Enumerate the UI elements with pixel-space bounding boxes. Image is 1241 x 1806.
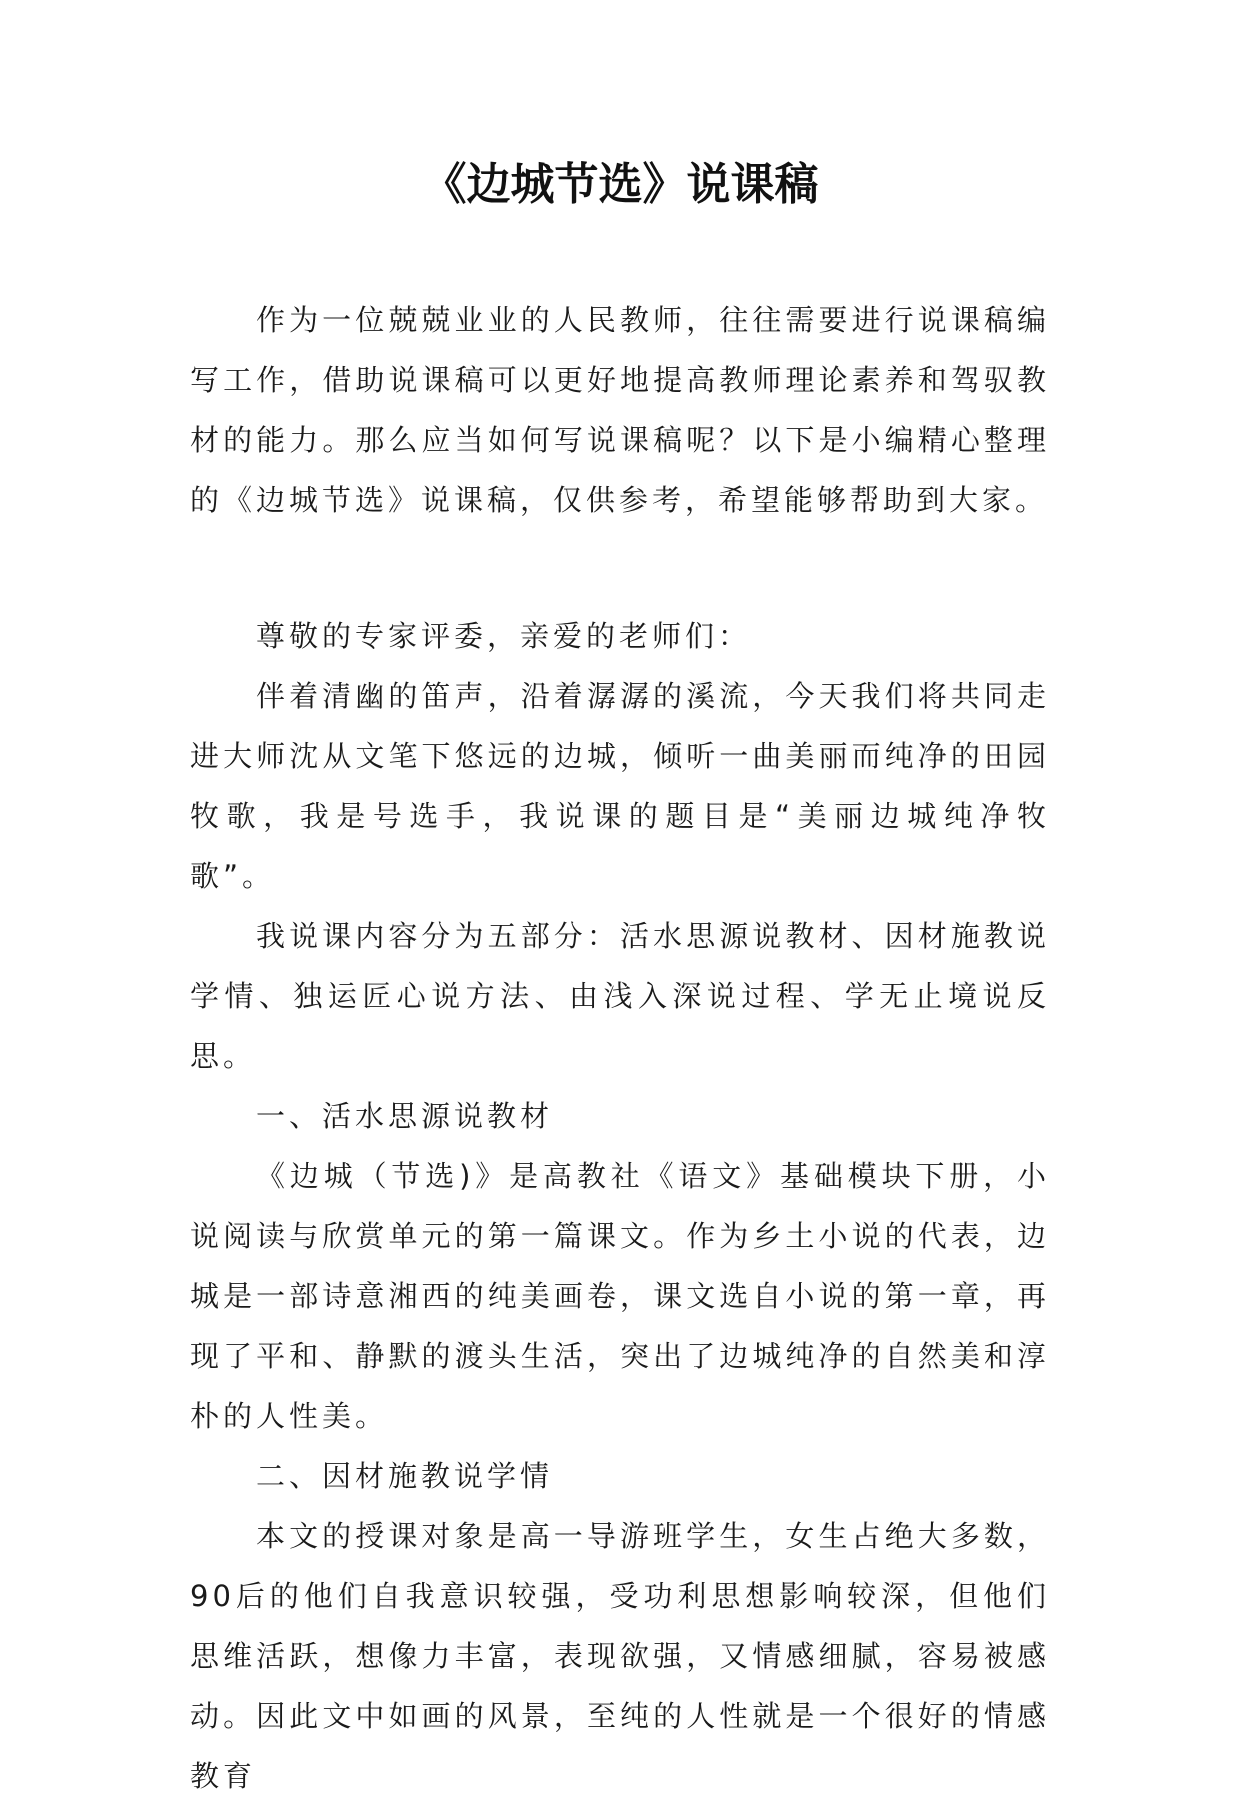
outline-paragraph: 我说课内容分为五部分：活水思源说教材、因材施教说学情、独运匠心说方法、由浅入深说过程、学无止境说反思。	[190, 919, 1050, 1073]
intro-paragraph: 作为一位兢兢业业的人民教师，往往需要进行说课稿编写工作，借助说课稿可以更好地提高教师理论素养和驾驭教材的能力。那么应当如何写说课稿呢？以下是小编精心整理的《边城节选》说课稿，仅供参考，希望能够帮助到大家。	[190, 303, 1050, 517]
textbook-paragraph: 《边城（节选)》是高教社《语文》基础模块下册，小说阅读与欣赏单元的第一篇课文。作为乡土小说的代表，边城是一部诗意湘西的纯美画卷，课文选自小说的第一章，再现了平和、静默的渡头生活，突出了边城纯净的自然美和淳朴的人性美。	[190, 1159, 1050, 1433]
section-heading-textbook: 一、活水思源说教材	[256, 1099, 554, 1133]
paragraph-gap	[190, 530, 1050, 606]
document-body	[190, 290, 1050, 1806]
section-heading-students: 二、因材施教说学情	[256, 1459, 554, 1493]
opening-paragraph: 伴着清幽的笛声，沿着潺潺的溪流，今天我们将共同走进大师沈从文笔下悠远的边城，倾听一曲美丽而纯净的田园牧歌，我是号选手，我说课的题目是“美丽边城纯净牧歌”。	[190, 679, 1050, 893]
students-paragraph: 本文的授课对象是高一导游班学生，女生占绝大多数，90后的他们自我意识较强，受功利思想影响较深，但他们思维活跃，想像力丰富，表现欲强，又情感细腻，容易被感动。因此文中如画的风景，至纯的人性就是一个很好的情感教育	[190, 1519, 1050, 1793]
document-title: 《边城节选》说课稿	[422, 159, 819, 210]
salutation-paragraph: 尊敬的专家评委，亲爱的老师们：	[256, 619, 752, 653]
